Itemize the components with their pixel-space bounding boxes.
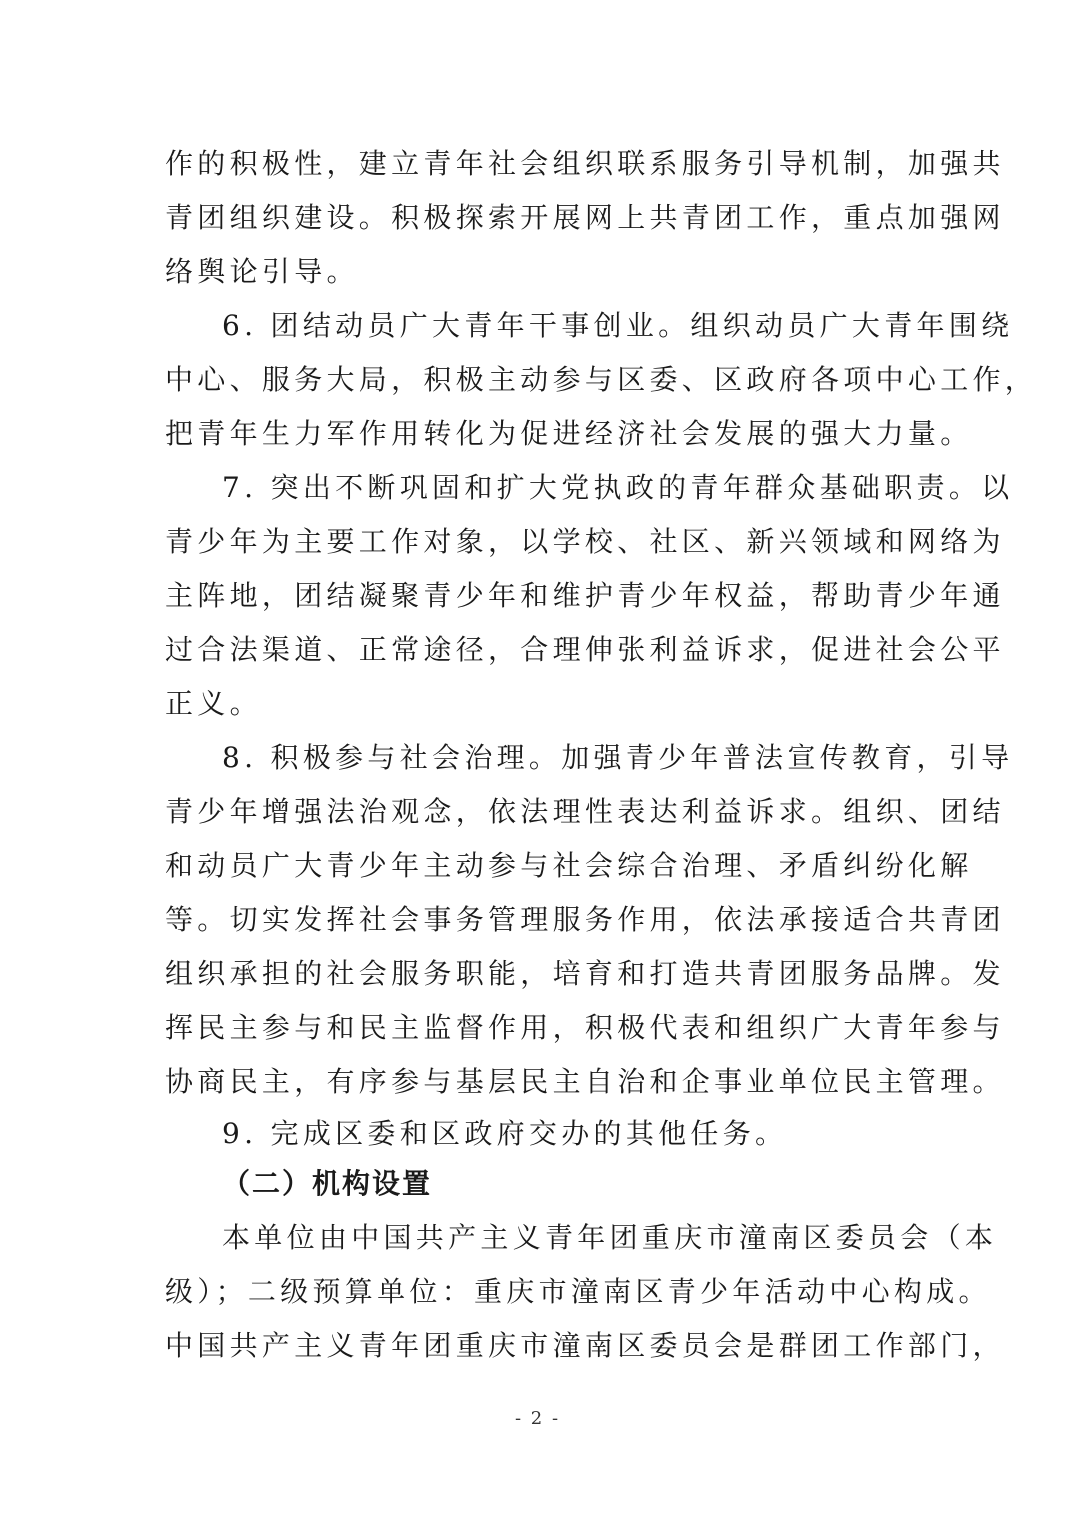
paragraph-7-start: 7. 突出不断巩固和扩大党执政的青年群众基础职责。以 <box>222 471 1014 504</box>
body-line: 主阵地，团结凝聚青少年和维护青少年权益，帮助青少年通 <box>165 579 1005 612</box>
body-line: 青少年为主要工作对象，以学校、社区、新兴领域和网络为 <box>165 525 1005 558</box>
body-line: 把青年生力军作用转化为促进经济社会发展的强大力量。 <box>165 417 973 450</box>
body-line: 挥民主参与和民主监督作用，积极代表和组织广大青年参与 <box>165 1011 1005 1044</box>
paragraph-6-start: 6. 团结动员广大青年干事创业。组织动员广大青年围绕 <box>222 309 1014 342</box>
paragraph-structure-start: 本单位由中国共产主义青年团重庆市潼南区委员会（本 <box>222 1221 998 1254</box>
body-line: 中国共产主义青年团重庆市潼南区委员会是群团工作部门， <box>165 1329 1005 1362</box>
section-heading: （二）机构设置 <box>222 1167 433 1200</box>
body-line: 级）；二级预算单位：重庆市潼南区青少年活动中心构成。 <box>165 1275 991 1308</box>
body-line: 协商民主，有序参与基层民主自治和企事业单位民主管理。 <box>165 1065 1005 1098</box>
body-line: 和动员广大青少年主动参与社会综合治理、矛盾纠纷化解 <box>165 849 973 882</box>
paragraph-8-start: 8. 积极参与社会治理。加强青少年普法宣传教育，引导 <box>222 741 1014 774</box>
body-line: 作的积极性，建立青年社会组织联系服务引导机制，加强共 <box>165 147 1005 180</box>
paragraph-9: 9. 完成区委和区政府交办的其他任务。 <box>222 1117 788 1150</box>
body-line: 过合法渠道、正常途径，合理伸张利益诉求，促进社会公平 <box>165 633 1005 666</box>
body-line: 络舆论引导。 <box>165 255 359 288</box>
body-line: 青团组织建设。积极探索开展网上共青团工作，重点加强网 <box>165 201 1005 234</box>
body-line: 等。切实发挥社会事务管理服务作用，依法承接适合共青团 <box>165 903 1005 936</box>
body-line: 青少年增强法治观念，依法理性表达利益诉求。组织、团结 <box>165 795 1005 828</box>
body-line: 正义。 <box>165 687 262 720</box>
page-number: - 2 - <box>514 1408 561 1429</box>
body-line: 中心、服务大局，积极主动参与区委、区政府各项中心工作， <box>165 363 1038 396</box>
body-line: 组织承担的社会服务职能，培育和打造共青团服务品牌。发 <box>165 957 1005 990</box>
